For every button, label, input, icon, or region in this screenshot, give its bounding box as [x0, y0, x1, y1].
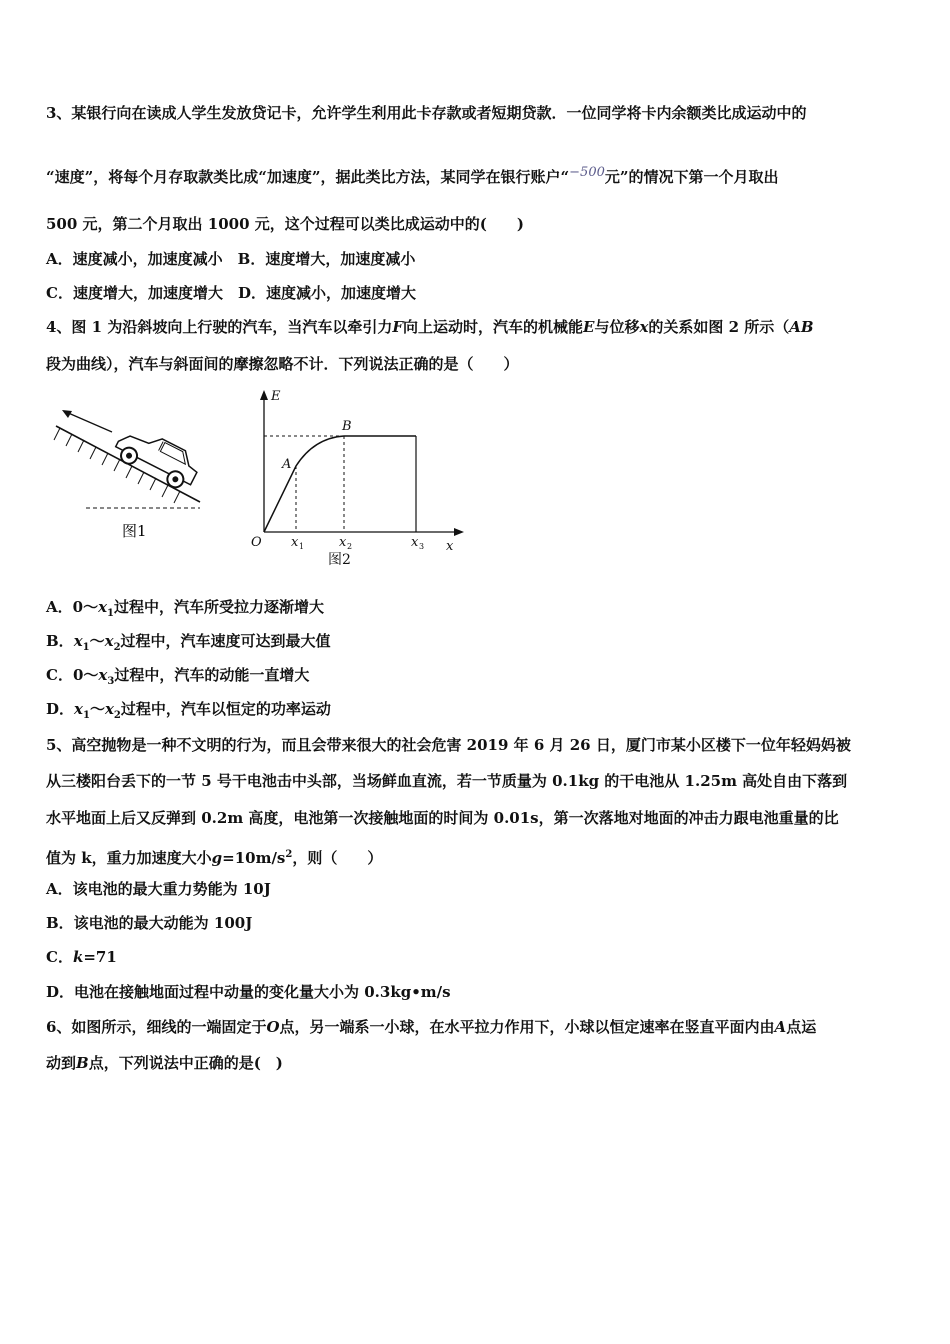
q5-option-c — [46, 947, 910, 967]
q4-text: ～ — [89, 632, 105, 650]
q4-text: A．0～ — [46, 598, 99, 616]
q4-text: 过程中，汽车的动能一直增大 — [114, 666, 310, 684]
graph-tick-x2-sub: 2 — [347, 542, 353, 551]
figure-2-energy-graph — [244, 384, 474, 570]
q5-text: =71 — [83, 948, 117, 966]
q4-stem-line2: 段为曲线），汽车与斜面间的摩擦忽略不计．下列说法正确的是（ ） — [46, 355, 519, 373]
q5-stem-line3: 水平地面上后又反弹到 0.2m 高度，电池第一次接触地面的时间为 0.01s，第一次落地对地面的冲击力跟电池重量的比 — [46, 809, 839, 827]
q3-stem-line3: 500 元，第二个月取出 1000 元，这个过程可以类比成运动中的( ) — [46, 215, 524, 233]
q6-var-a: A — [774, 1018, 787, 1036]
q3-text: 元”的情况下第一个月取出 — [604, 168, 779, 186]
q4-text: 过程中，汽车所受拉力逐渐增大 — [114, 598, 325, 616]
q4-text: 过程中，汽车以恒定的功率运动 — [120, 700, 331, 718]
graph-x-label: x — [446, 539, 454, 554]
q4-var-ab: AB — [789, 318, 814, 336]
q4-option-d — [46, 699, 910, 726]
q4-text: 与位移 — [594, 318, 640, 336]
q4-text: C．0～ — [46, 666, 99, 684]
graph-tick-x3-sub: 3 — [419, 542, 425, 551]
q4-option-b — [46, 631, 910, 658]
q5-var-k: k — [72, 948, 84, 966]
q5-stem-line1: 5、高空抛物是一种不文明的行为，而且会带来很大的社会危害 2019 年 6 月 26 日，厦门市某小区楼下一位年轻妈妈被 — [46, 736, 851, 754]
q6-stem-line2 — [46, 1053, 910, 1073]
q4-var-x: x — [639, 318, 649, 336]
q6-text: 点，下列说法中正确的是( ) — [88, 1054, 283, 1072]
q4-text: D． — [46, 700, 75, 718]
q4-sub: 2 — [113, 710, 121, 721]
q3-options-cd: C．速度增大，加速度增大 D．速度减小，加速度增大 — [46, 284, 416, 302]
graph-tick-x1: x — [291, 535, 299, 550]
graph-tick-x2: x — [339, 535, 347, 550]
q5-stem-line4 — [46, 845, 910, 868]
q3-stem-line2 — [46, 167, 910, 189]
q6-text: 动到 — [46, 1054, 77, 1072]
q4-sub: 1 — [82, 642, 90, 653]
graph-point-a: A — [282, 457, 292, 472]
q4-text: 过程中，汽车速度可达到最大值 — [120, 632, 331, 650]
q4-text: 向上运动时，汽车的机械能 — [402, 318, 583, 336]
q5-text: ，则（ ） — [292, 849, 383, 867]
q4-var-f: F — [392, 318, 403, 336]
q5-text: 值为 k，重力加速度大小 — [46, 849, 212, 867]
q6-var-o: O — [266, 1018, 280, 1036]
q6-text: 点运 — [786, 1018, 817, 1036]
q4-var-e: E — [583, 318, 595, 336]
figure-1-caption: 图1 — [122, 522, 147, 540]
q4-sub: 2 — [113, 642, 121, 653]
q4-var: x — [104, 632, 114, 650]
q4-var: x — [73, 632, 83, 650]
q4-var: x — [98, 598, 108, 616]
q4-text: B． — [46, 632, 74, 650]
q5-text: =10m/s — [222, 849, 286, 867]
q6-var-b: B — [76, 1054, 89, 1072]
q4-var: x — [104, 700, 114, 718]
q5-stem-line2: 从三楼阳台丢下的一节 5 号干电池击中头部，当场鲜血直流，若一节质量为 0.1kg 的干电池从 1.25m 高处自由下落到 — [46, 772, 848, 790]
graph-tick-x1-sub: 1 — [299, 542, 305, 551]
graph-origin-label: O — [251, 535, 262, 550]
q5-option-b: B．该电池的最大动能为 100J — [46, 914, 253, 932]
q3-text: “速度”，将每个月存取款类比成“加速度”，据此类比方法，某同学在银行账户“ — [46, 168, 570, 186]
q5-option-d: D．电池在接触地面过程中动量的变化量大小为 0.3kg•m/s — [46, 983, 451, 1001]
q4-sub: 1 — [82, 710, 90, 721]
q4-stem-line1 — [46, 317, 910, 337]
q4-sub: 3 — [107, 676, 115, 687]
q4-option-c — [46, 665, 910, 692]
q6-text: 6、如图所示，细线的一端固定于 — [46, 1018, 267, 1036]
graph-y-label: E — [271, 389, 281, 404]
q6-stem-line1 — [46, 1017, 910, 1037]
q6-text: 点，另一端系一小球，在水平拉力作用下，小球以恒定速率在竖直平面内由 — [279, 1018, 775, 1036]
q4-var: x — [74, 700, 83, 718]
figure-2-caption: 图2 — [328, 552, 351, 568]
q5-text: C． — [46, 948, 73, 966]
graph-tick-x3: x — [411, 535, 419, 550]
q4-option-a — [46, 597, 910, 624]
q5-option-a: A．该电池的最大重力势能为 10J — [46, 880, 271, 898]
q4-sub: 1 — [107, 608, 114, 619]
q5-var-g: g — [211, 849, 223, 867]
q4-text: ～ — [89, 700, 105, 718]
q4-text: 的关系如图 2 所示（ — [648, 318, 790, 336]
graph-point-b: B — [342, 419, 352, 434]
q4-text: 4、图 1 为沿斜坡向上行驶的汽车，当汽车以牵引力 — [46, 318, 393, 336]
figure-1-car-on-slope — [50, 408, 210, 548]
q5-sup: 2 — [285, 849, 293, 860]
q3-balance-value: −500 — [569, 165, 605, 180]
q4-var: x — [98, 666, 108, 684]
q3-stem-line1: 3、某银行向在读成人学生发放贷记卡，允许学生利用此卡存款或者短期贷款．一位同学将卡内余额类比成运动中的 — [46, 104, 807, 122]
q3-options-ab: A．速度减小，加速度减小 B．速度增大，加速度减小 — [46, 250, 416, 268]
